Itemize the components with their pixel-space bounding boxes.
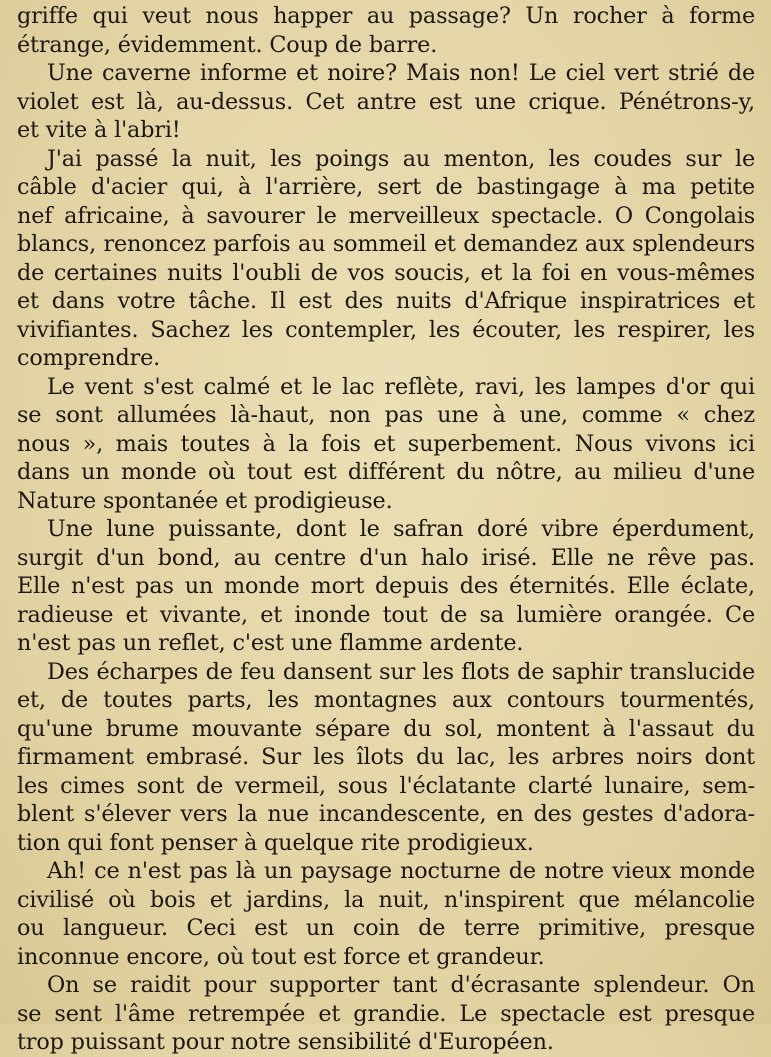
text-line: et vite à l'abri! <box>17 117 181 143</box>
text-line: Une lune puissante, dont le safran doré vibre éperdument, <box>47 516 755 542</box>
text-line: étrange, évidemment. Coup de barre. <box>17 31 438 58</box>
text-line: vivifiantes. Sachez les contempler, les écouter, les respirer, les <box>17 316 755 343</box>
text-line: ou langueur. Ceci est un coin de terre primitive, presque <box>17 915 755 941</box>
text-line: J'ai passé la nuit, les poings au menton, les coudes sur le <box>47 145 755 172</box>
text-line: firmament embrasé. Sur les îlots du lac, les arbres noirs dont <box>17 744 755 770</box>
text-line: On se raidit pour supporter tant d'écrasante splendeur. On <box>47 972 755 998</box>
text-line: Le vent s'est calmé et le lac reflète, ravi, les lampes d'or qui <box>47 373 755 400</box>
text-line: Elle n'est pas un monde mort depuis des éternités. Elle éclate, <box>17 573 755 599</box>
text-line: nous », mais toutes à la fois et superbement. Nous vivons ici <box>17 430 755 457</box>
text-line: Une caverne informe et noire? Mais non! Le ciel vert strié de <box>47 60 755 86</box>
text-line: blancs, renoncez parfois au sommeil et demandez aux splendeurs <box>17 231 755 257</box>
text-line: câble d'acier qui, à l'arrière, sert de bastingage à ma petite <box>17 174 755 200</box>
text-line: blent s'élever vers la nue incandescente, en des gestes d'adora- <box>17 801 755 827</box>
text-line: Ah! ce n'est pas là un paysage nocturne de notre vieux monde <box>47 858 755 884</box>
text-line: comprendre. <box>17 345 161 371</box>
text-line: et dans votre tâche. Il est des nuits d'Afrique inspiratrices et <box>17 288 755 314</box>
text-line: se sent l'âme retrempée et grandie. Le spectacle est presque <box>17 1000 755 1027</box>
text-line: les cimes sont de vermeil, sous l'éclatante clarté lunaire, sem- <box>17 772 755 799</box>
text-line: radieuse et vivante, et inonde tout de sa lumière orangée. Ce <box>17 601 755 628</box>
text-line: dans un monde où tout est différent du nôtre, au milieu d'une <box>17 459 755 485</box>
text-line: et, de toutes parts, les montagnes aux contours tourmentés, <box>17 687 755 713</box>
text-line: de certaines nuits l'oubli de vos soucis, et la foi en vous-mêmes <box>17 259 755 286</box>
text-line: surgit d'un bond, au centre d'un halo irisé. Elle ne rêve pas. <box>17 544 755 571</box>
body-text <box>17 2 755 1057</box>
text-line: se sont allumées là-haut, non pas une à une, comme « chez <box>17 402 755 428</box>
text-line: nef africaine, à savourer le merveilleux spectacle. O Congolais <box>17 202 755 229</box>
text-line: Nature spontanée et prodigieuse. <box>17 487 393 514</box>
text-line: griffe qui veut nous happer au passage? Un rocher à forme <box>17 3 755 29</box>
text-line: civilisé où bois et jardins, la nuit, n'inspirent que mélancolie <box>17 886 755 913</box>
text-line: qu'une brume mouvante sépare du sol, montent à l'assaut du <box>17 715 755 742</box>
text-line: inconnue encore, où tout est force et grandeur. <box>17 943 545 970</box>
text-line: violet est là, au-dessus. Cet antre est une crique. Pénétrons-y, <box>17 88 755 115</box>
text-line: Des écharpes de feu dansent sur les flots de saphir translucide <box>47 658 755 685</box>
text-line: trop puissant pour notre sensibilité d'Européen. <box>17 1029 554 1055</box>
text-line: n'est pas un reflet, c'est une flamme ardente. <box>17 630 524 656</box>
text-line: tion qui font penser à quelque rite prodigieux. <box>17 829 534 856</box>
